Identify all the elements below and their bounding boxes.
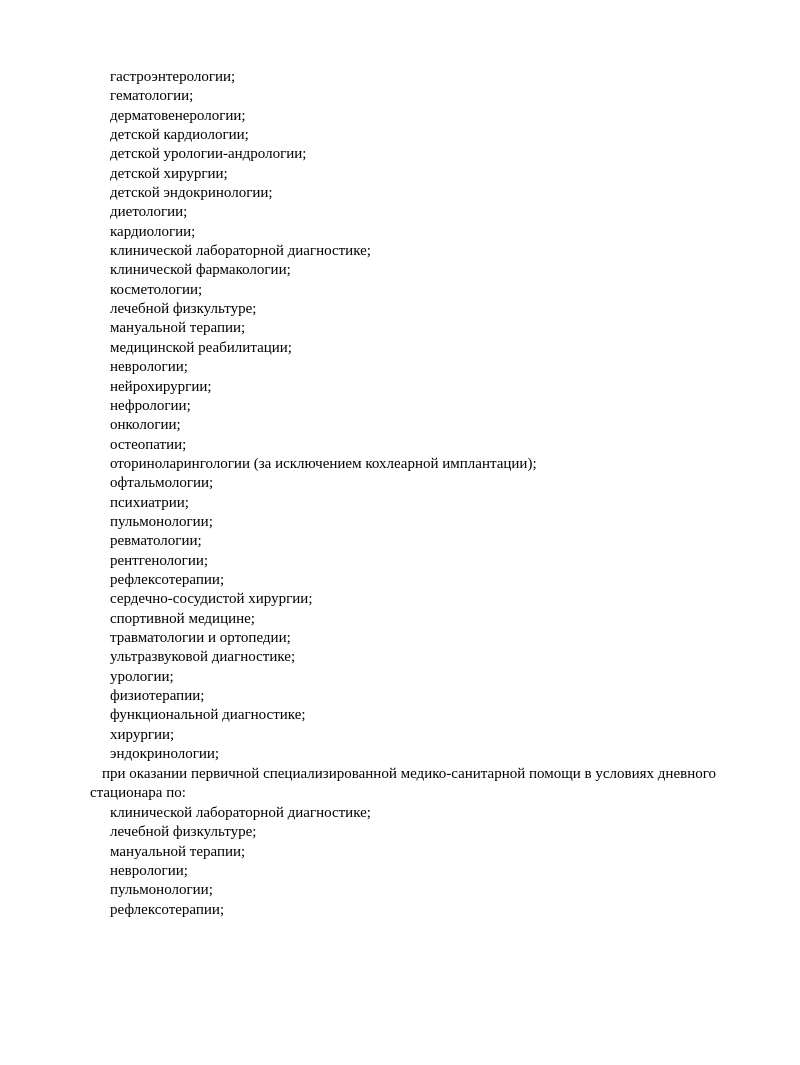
list-item: офтальмологии;	[110, 475, 214, 492]
list-item: спортивной медицине;	[110, 610, 255, 627]
list-item: нейрохирургии;	[110, 378, 212, 395]
list-item: мануальной терапии;	[110, 320, 246, 337]
list-item: физиотерапии;	[110, 688, 205, 704]
list-item: медицинской реабилитации;	[110, 339, 292, 356]
list-item: функциональной диагностике;	[110, 707, 306, 724]
list-item: мануальной терапии;	[110, 843, 246, 860]
list-item: кардиологии;	[110, 223, 196, 240]
list-item: лечебной физкультуре;	[110, 824, 257, 841]
list-item: сердечно-сосудистой хирургии;	[110, 591, 313, 608]
list-item: пульмонологии;	[110, 882, 213, 899]
list-item: рентгенологии;	[110, 552, 209, 569]
list-item: клинической фармакологии;	[110, 262, 291, 279]
list-item: психиатрии;	[110, 494, 189, 511]
list-item: рефлексотерапии;	[110, 901, 225, 918]
list-item: клинической лабораторной диагностике;	[110, 805, 371, 821]
list-item: детской урологии-андрологии;	[110, 146, 307, 163]
specialty-list-outpatient	[110, 68, 537, 764]
list-item: клинической лабораторной диагностике;	[110, 243, 371, 260]
specialty-list-day-hospital	[110, 804, 371, 920]
list-item: диетологии;	[110, 204, 188, 221]
list-item: рефлексотерапии;	[110, 571, 225, 588]
list-item: онкологии;	[110, 417, 181, 434]
list-item: неврологии;	[110, 863, 188, 880]
list-item: лечебной физкультуре;	[110, 301, 257, 318]
list-item: эндокринологии;	[110, 746, 220, 763]
list-item: неврологии;	[110, 359, 188, 376]
list-item: косметологии;	[110, 281, 203, 298]
list-item: оториноларингологии (за исключением кохлеарной имплантации);	[110, 455, 537, 472]
list-item: ревматологии;	[110, 533, 202, 550]
list-item: хирургии;	[110, 726, 175, 743]
list-item: ультразвуковой диагностике;	[110, 649, 296, 666]
list-item: остеопатии;	[110, 436, 187, 453]
list-item: детской хирургии;	[110, 165, 228, 182]
list-item: урологии;	[110, 668, 174, 685]
list-item: детской эндокринологии;	[110, 185, 273, 202]
list-item: дерматовенерологии;	[110, 107, 246, 124]
list-item: гематологии;	[110, 88, 194, 105]
day-hospital-paragraph: при оказании первичной специализированной медико-санитарной помощи в условиях дневного стационара по:	[90, 766, 716, 802]
list-item: детской кардиологии;	[110, 127, 249, 144]
list-item: гастроэнтерологии;	[110, 69, 236, 85]
list-item: пульмонологии;	[110, 513, 213, 530]
list-item: травматологии и ортопедии;	[110, 629, 291, 646]
list-item: нефрологии;	[110, 397, 191, 414]
